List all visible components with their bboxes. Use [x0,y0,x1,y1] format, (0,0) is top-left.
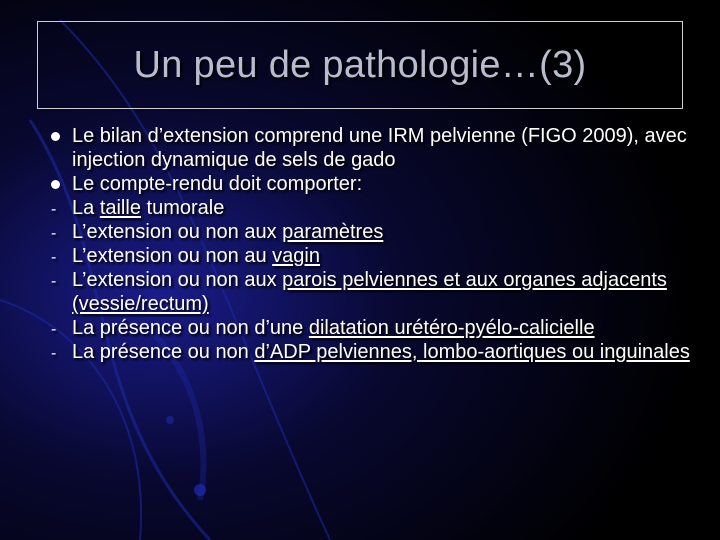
bullet-dot-icon [40,124,70,148]
underlined-text: paramètres [282,221,384,243]
underlined-text: d’ADP pelviennes, lombo-aortiques ou inguinales [254,341,690,363]
bullet-text: La présence ou non d’une [72,317,309,339]
bullet-dash [40,196,70,222]
bullet-text: La [72,197,100,219]
bullet-dash-marker: - [51,225,57,242]
underlined-text: vagin [272,245,320,267]
underlined-text: dilatation urétéro-pyélo-calicielle [308,317,595,339]
underlined-text: taille [99,197,141,219]
bullet-dash-marker: - [51,345,57,362]
bullet-item [40,220,690,244]
bullet-item [40,244,690,268]
bullet-item [40,316,690,340]
bullet-text: Le bilan d’extension comprend une IRM pelvienne (FIGO 2009), avec injection dynamique de sels de gado [72,125,687,171]
bullet-dot-icon [40,172,70,196]
bullet-item [40,268,690,316]
bullet-dash-marker: - [51,249,57,266]
underlined-text: parois pelviennes et aux organes adjacents (vessie/rectum) [72,269,667,315]
bullet-dash-marker: - [51,201,57,218]
bullet-text: L’extension ou non aux [72,269,283,291]
bullet-text: L’extension ou non aux [72,221,283,243]
bullet-dot-icon [51,180,60,189]
bullet-item [40,196,690,220]
bullet-dash [40,220,70,246]
bullet-item [40,124,690,172]
bullet-list [40,124,690,364]
bullet-item [40,340,690,364]
bullet-dash-marker: - [51,273,57,290]
bullet-dash-marker: - [51,321,57,338]
bullet-dot-icon [51,132,60,141]
bullet-dash [40,244,70,270]
bullet-dash [40,268,70,294]
bullet-text: Le compte-rendu doit comporter: [72,173,363,195]
bullet-text: L’extension ou non au [72,245,273,267]
slide-title: Un peu de pathologie…(3) [133,43,587,86]
bullet-text: La présence ou non [72,341,255,363]
bullet-dash [40,340,70,366]
bullet-text: tumorale [140,197,225,219]
bullet-item [40,172,690,196]
bullet-dash [40,316,70,342]
